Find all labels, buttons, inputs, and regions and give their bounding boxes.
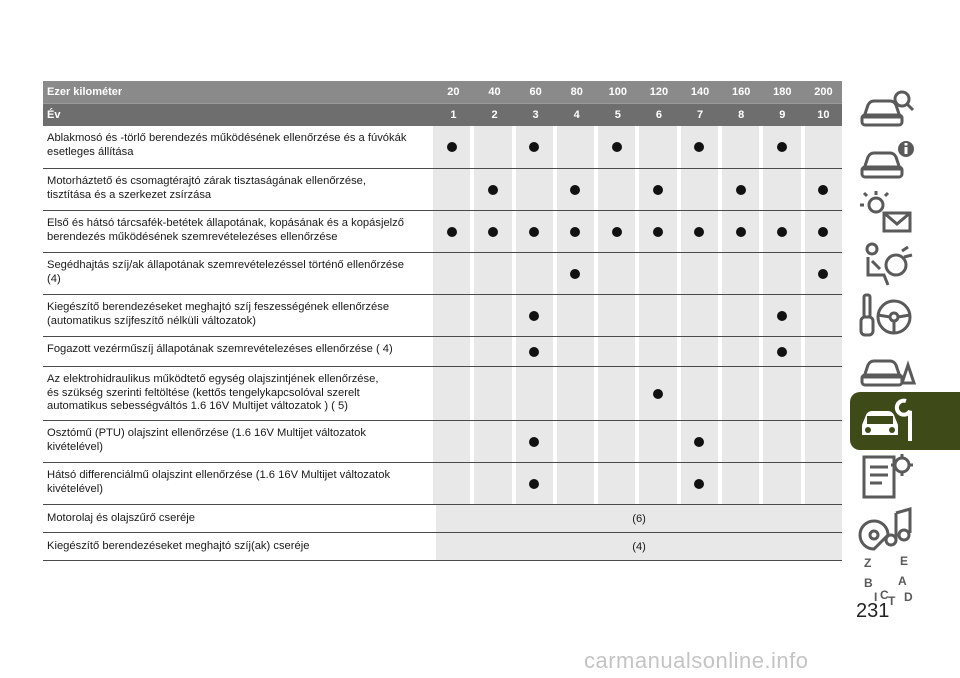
schedule-cell: [598, 126, 635, 168]
schedule-cell: [681, 126, 718, 168]
service-dot: [447, 142, 457, 152]
car-breakdown-icon: [858, 343, 916, 395]
km-header-cell: 140: [690, 86, 710, 98]
schedule-cell: [722, 253, 759, 294]
service-dot: [612, 142, 622, 152]
year-header-cell: 4: [573, 109, 580, 121]
service-dot: [818, 269, 828, 279]
schedule-cell: [433, 463, 470, 504]
nav-item-starting-driving[interactable]: [850, 288, 960, 346]
table-row: [43, 169, 842, 211]
task-label-line: tisztítása és a szerkezet zsírzása: [47, 188, 212, 201]
km-header-cell: 20: [447, 86, 460, 98]
year-header-cell: 2: [491, 109, 498, 121]
svg-text:B: B: [864, 576, 873, 590]
year-header-cell: 3: [532, 109, 539, 121]
schedule-cell: [433, 253, 470, 294]
schedule-cell: [433, 211, 470, 252]
service-dot: [612, 227, 622, 237]
span-note-cell: (4): [436, 533, 842, 560]
car-search-icon: [858, 83, 916, 135]
schedule-cell: [557, 211, 594, 252]
task-label-line: Kiegészítő berendezéseket meghajtó szíj feszességének ellenőrzése: [47, 301, 390, 313]
header-km-row: [43, 81, 842, 103]
table-row: [43, 295, 842, 337]
year-header-cell: 5: [614, 109, 621, 121]
service-dot: [736, 185, 746, 195]
schedule-cell: [516, 367, 553, 420]
schedule-cell: [516, 169, 553, 210]
schedule-cell: [681, 211, 718, 252]
schedule-cell: [516, 211, 553, 252]
schedule-cell: [557, 463, 594, 504]
km-header-cell: 80: [570, 86, 583, 98]
svg-text:Z: Z: [864, 556, 872, 570]
service-dot: [818, 185, 828, 195]
task-label: [43, 211, 429, 252]
table-row: [43, 211, 842, 253]
schedule-cell: [474, 367, 511, 420]
schedule-cell: [557, 126, 594, 168]
schedule-cell: [557, 337, 594, 366]
service-dot: [777, 311, 787, 321]
watermark: carmanualsonline.info: [584, 648, 809, 673]
task-label: Motorolaj és olajszűrő cseréje: [47, 512, 195, 524]
schedule-cell: [681, 169, 718, 210]
schedule-cell: [557, 295, 594, 336]
nav-item-servicing-maintenance[interactable]: [850, 392, 960, 450]
schedule-cell: [805, 126, 842, 168]
schedule-cell: [805, 169, 842, 210]
schedule-cell: [722, 295, 759, 336]
service-dot: [529, 479, 539, 489]
table-body: [43, 126, 842, 561]
schedule-cell: [639, 367, 676, 420]
service-dot: [488, 227, 498, 237]
service-dot: [694, 142, 704, 152]
schedule-cell: [433, 126, 470, 168]
service-dot: [777, 347, 787, 357]
table-row: [43, 253, 842, 295]
spec-sheet-gear-icon: [858, 451, 916, 503]
car-wrench-icon: [858, 395, 916, 447]
km-header-cell: 180: [773, 86, 792, 98]
service-dot: [529, 142, 539, 152]
service-dot: [653, 389, 663, 399]
schedule-cell: [598, 295, 635, 336]
task-label-line: Motorháztető és csomagtérajtó zárak tisztaságának ellenőrzése,: [47, 175, 367, 187]
nav-item-multimedia[interactable]: [850, 500, 960, 558]
schedule-cell: [516, 295, 553, 336]
schedule-cell: [681, 463, 718, 504]
nav-item-knowing-your-vehicle[interactable]: [850, 80, 960, 138]
header-year-label: Év: [47, 109, 61, 121]
nav-item-warning-lights[interactable]: [850, 184, 960, 242]
schedule-cell: [763, 211, 800, 252]
task-label: [43, 421, 429, 462]
service-dot: [736, 227, 746, 237]
year-header-cell: 10: [817, 109, 830, 121]
schedule-cell: [598, 211, 635, 252]
table-row: [43, 337, 842, 367]
nav-item-dashboard[interactable]: [850, 132, 960, 190]
schedule-cell: [598, 169, 635, 210]
task-label: Kiegészítő berendezéseket meghajtó szíj(ak) cseréje: [47, 540, 310, 552]
car-info-icon: [858, 135, 916, 187]
schedule-cell: [722, 463, 759, 504]
schedule-cell: [474, 421, 511, 462]
table-row: [43, 126, 842, 169]
schedule-cell: [805, 337, 842, 366]
schedule-cell: [805, 367, 842, 420]
schedule-cell: [722, 211, 759, 252]
page-number: 231: [856, 600, 890, 622]
schedule-cell: [598, 421, 635, 462]
service-dot: [447, 227, 457, 237]
schedule-cell: [474, 295, 511, 336]
service-dot: [653, 185, 663, 195]
task-label-line: kivételével): [47, 482, 103, 495]
task-label-line: automatikus sebességváltós 1.6 16V Multijet változatok ) ( 5): [47, 400, 348, 412]
task-label-line: Hátsó differenciálmű olajszint ellenőrzése (1.6 16V Multijet változatok: [47, 469, 391, 481]
schedule-cell: [639, 337, 676, 366]
task-label-line: Fogazott vezérműszíj állapotának szemrevételezéses ellenőrzése ( 4): [47, 343, 393, 355]
schedule-cell: [639, 169, 676, 210]
header-year-row: [43, 103, 842, 126]
km-header-cell: 200: [814, 86, 833, 98]
table-row: [43, 505, 842, 533]
km-header-cell: 40: [488, 86, 501, 98]
table-row: [43, 533, 842, 561]
table-row: [43, 463, 842, 505]
schedule-cell: [433, 169, 470, 210]
task-label: [43, 295, 429, 336]
key-steering-wheel-icon: [858, 291, 916, 343]
schedule-cell: [681, 421, 718, 462]
schedule-cell: [805, 295, 842, 336]
task-label: [43, 253, 429, 294]
schedule-cell: [516, 126, 553, 168]
schedule-cell: [681, 337, 718, 366]
task-label-line: Az elektrohidraulikus működtető egység olajszintjének ellenőrzése,: [47, 373, 379, 385]
schedule-cell: [763, 367, 800, 420]
year-header-cell: 6: [655, 109, 662, 121]
service-dot: [570, 185, 580, 195]
task-label-line: (automatikus szíjfeszítő nélküli változatok): [47, 314, 256, 327]
schedule-cell: [598, 463, 635, 504]
km-header-cell: 120: [649, 86, 669, 98]
warning-light-message-icon: [858, 187, 916, 239]
schedule-cell: [516, 337, 553, 366]
svg-text:A: A: [898, 574, 907, 588]
schedule-cell: [474, 337, 511, 366]
multimedia-icon: [858, 503, 916, 555]
schedule-cell: [474, 126, 511, 168]
task-label-line: berendezés működésének szemrevételezéses ellenőrzése: [47, 230, 338, 243]
schedule-cell: [639, 126, 676, 168]
schedule-cell: [722, 169, 759, 210]
service-dot: [488, 185, 498, 195]
schedule-cell: [598, 337, 635, 366]
schedule-cell: [474, 463, 511, 504]
schedule-cell: [681, 253, 718, 294]
schedule-cell: [516, 253, 553, 294]
schedule-cell: [722, 126, 759, 168]
schedule-cell: [763, 295, 800, 336]
schedule-cell: [722, 421, 759, 462]
task-label-line: Segédhajtás szíj/ak állapotának szemrevételezéssel történő ellenőrzése: [47, 259, 404, 271]
schedule-cell: [763, 253, 800, 294]
schedule-cell: [433, 337, 470, 366]
schedule-cell: [763, 169, 800, 210]
service-dot: [529, 437, 539, 447]
schedule-cell: [474, 169, 511, 210]
service-dot: [570, 269, 580, 279]
task-label-line: Osztómű (PTU) olajszint ellenőrzése (1.6 16V Multijet változatok: [47, 427, 366, 439]
schedule-cell: [557, 253, 594, 294]
nav-item-emergency[interactable]: [850, 340, 960, 398]
service-dot: [529, 347, 539, 357]
km-header-cell: 60: [529, 86, 542, 98]
nav-item-safety[interactable]: [850, 236, 960, 294]
schedule-cell: [763, 421, 800, 462]
table-row: [43, 367, 842, 421]
service-dot: [818, 227, 828, 237]
schedule-cell: [722, 367, 759, 420]
service-dot: [777, 142, 787, 152]
task-label-line: Ablakmosó és -törlő berendezés működésének ellenőrzése és a fúvókák: [47, 132, 407, 144]
schedule-cell: [805, 421, 842, 462]
service-dot: [694, 227, 704, 237]
service-dot: [570, 227, 580, 237]
task-label-line: (4): [47, 272, 61, 285]
schedule-cell: [639, 463, 676, 504]
schedule-cell: [805, 253, 842, 294]
service-dot: [529, 311, 539, 321]
schedule-cell: [474, 253, 511, 294]
year-header-cell: 9: [779, 109, 786, 121]
schedule-cell: [433, 421, 470, 462]
schedule-cell: [639, 295, 676, 336]
schedule-cell: [474, 211, 511, 252]
task-label: [43, 367, 429, 420]
km-header-cell: 100: [608, 86, 628, 98]
task-label: [43, 126, 429, 168]
nav-item-technical-data[interactable]: [850, 448, 960, 506]
maintenance-schedule-table: [43, 81, 842, 561]
service-dot: [529, 227, 539, 237]
span-note-cell: (6): [436, 505, 842, 532]
schedule-cell: [722, 337, 759, 366]
task-label: [43, 169, 429, 210]
schedule-cell: [681, 367, 718, 420]
service-dot: [694, 437, 704, 447]
schedule-cell: [557, 421, 594, 462]
schedule-cell: [639, 253, 676, 294]
schedule-cell: [681, 295, 718, 336]
airbag-seat-icon: [858, 239, 916, 291]
svg-text:C: C: [880, 588, 889, 602]
schedule-cell: [805, 463, 842, 504]
task-label: [43, 463, 429, 504]
table-row: [43, 421, 842, 463]
task-label: [43, 337, 429, 366]
schedule-cell: [805, 211, 842, 252]
service-dot: [653, 227, 663, 237]
schedule-cell: [763, 463, 800, 504]
task-label-line: és szükség szerinti feltöltése (kettős tengelykapcsolóval szerelt: [47, 386, 360, 399]
header-km-label: Ezer kilométer: [47, 86, 123, 98]
task-label-line: esetleges állítása: [47, 145, 134, 158]
schedule-cell: [763, 126, 800, 168]
schedule-cell: [433, 367, 470, 420]
svg-text:D: D: [904, 590, 913, 604]
svg-text:T: T: [888, 594, 896, 607]
year-header-cell: 8: [738, 109, 745, 121]
schedule-cell: [598, 367, 635, 420]
year-header-cell: 1: [450, 109, 457, 121]
task-label-line: Első és hátsó tárcsafék-betétek állapotának, kopásának és a kopásjelző: [47, 217, 404, 229]
schedule-cell: [516, 463, 553, 504]
schedule-cell: [433, 295, 470, 336]
schedule-cell: [557, 367, 594, 420]
service-dot: [777, 227, 787, 237]
year-header-cell: 7: [696, 109, 704, 121]
svg-text:E: E: [900, 555, 909, 568]
schedule-cell: [639, 421, 676, 462]
km-header-cell: 160: [731, 86, 751, 98]
schedule-cell: [639, 211, 676, 252]
service-dot: [694, 479, 704, 489]
schedule-cell: [557, 169, 594, 210]
task-label-line: kivételével): [47, 440, 103, 453]
schedule-cell: [763, 337, 800, 366]
schedule-cell: [598, 253, 635, 294]
svg-text:I: I: [874, 590, 878, 604]
schedule-cell: [516, 421, 553, 462]
